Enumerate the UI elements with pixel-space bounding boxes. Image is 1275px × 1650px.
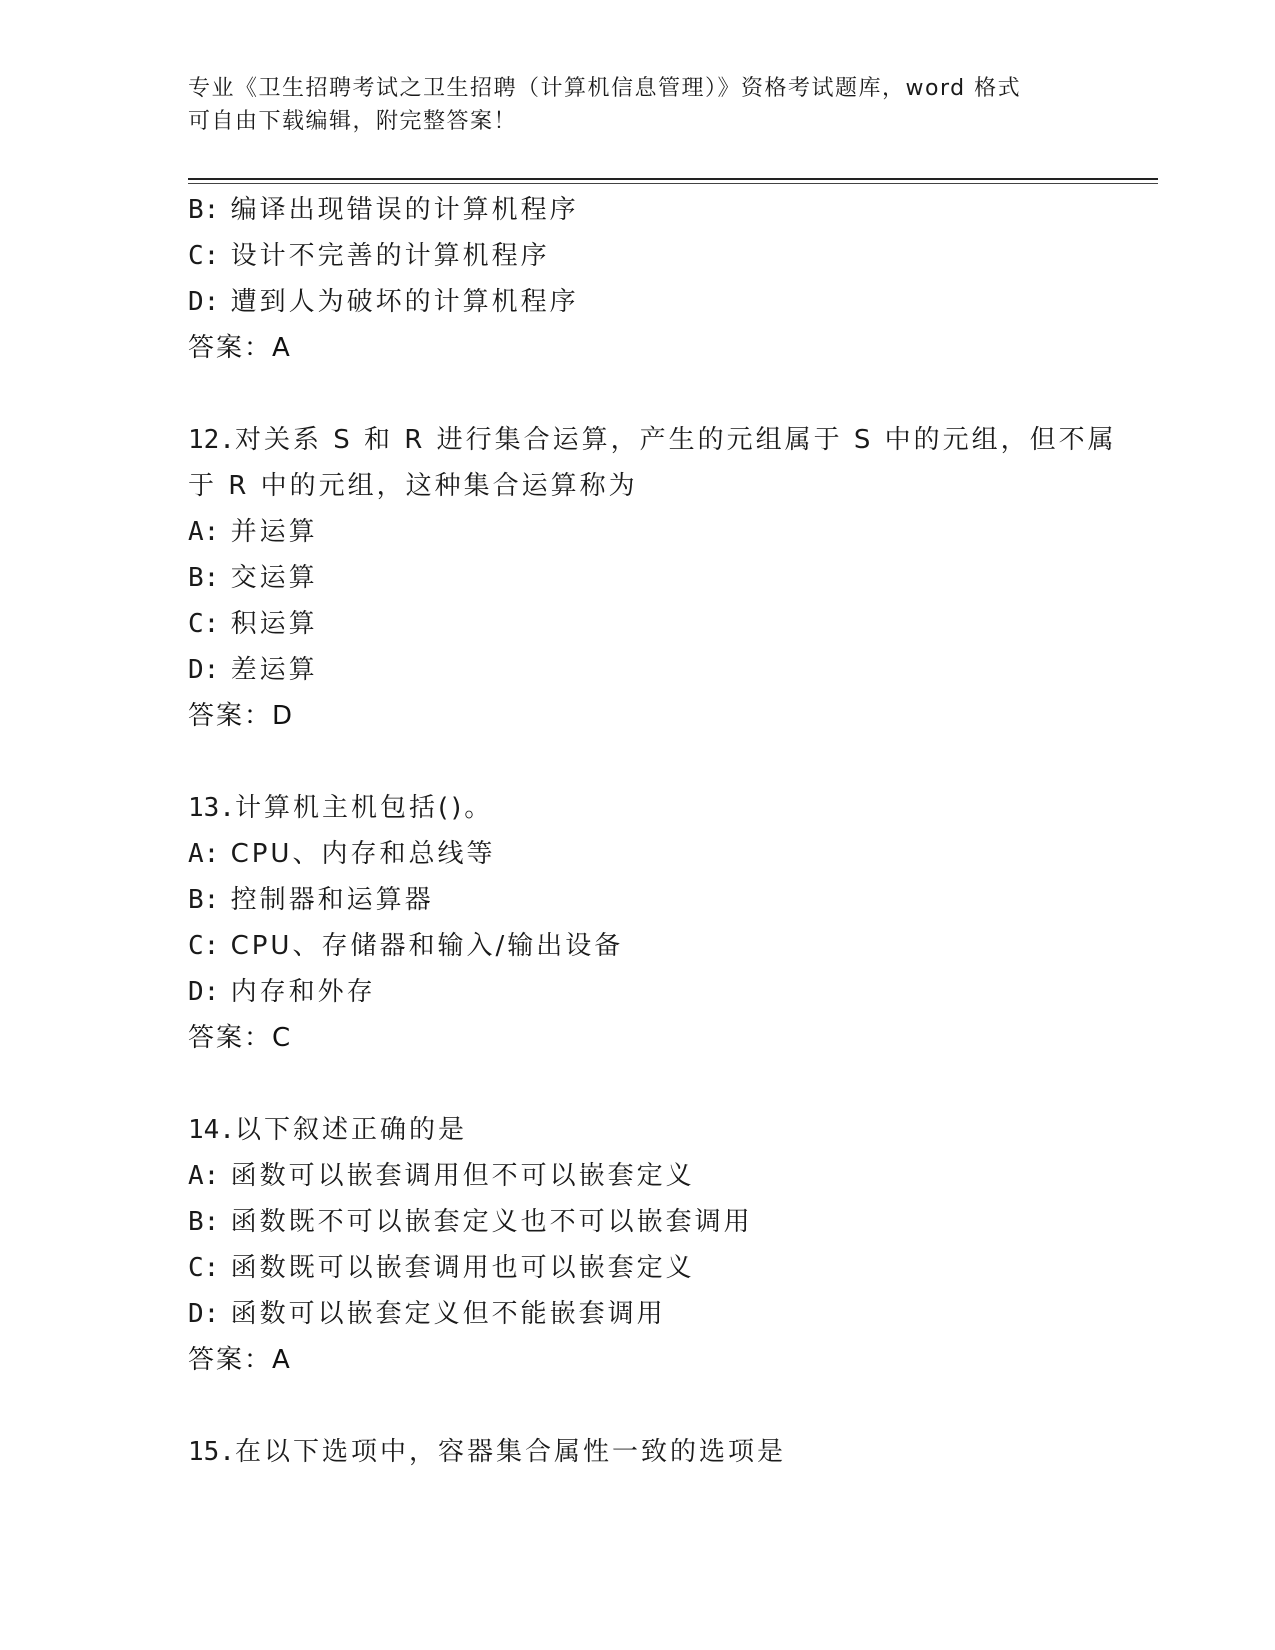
q11-option-b: B: 编译出现错误的计算机程序 [188, 195, 579, 225]
q11-option-c: C: 设计不完善的计算机程序 [188, 241, 550, 271]
q12-option-c: C: 积运算 [188, 609, 318, 639]
q13-stem: 13.计算机主机包括()。 [188, 793, 494, 823]
q13-option-b: B: 控制器和运算器 [188, 885, 434, 915]
q15-stem: 15.在以下选项中，容器集合属性一致的选项是 [188, 1437, 786, 1467]
spacer [188, 1383, 1148, 1429]
document-header [188, 72, 1088, 138]
q13-answer: 答案：C [188, 1023, 293, 1053]
header-rule-thick [188, 178, 1158, 180]
spacer [188, 739, 1148, 785]
header-line-2: 可自由下载编辑，附完整答案！ [188, 109, 518, 134]
q12-option-b: B: 交运算 [188, 563, 318, 593]
q12-option-d: D: 差运算 [188, 655, 318, 685]
q13-option-a: A: CPU、内存和总线等 [188, 839, 496, 869]
header-rule-thin [188, 183, 1158, 184]
q14-option-a: A: 函数可以嵌套调用但不可以嵌套定义 [188, 1161, 695, 1191]
q12-stem-line-2: 于 R 中的元组，这种集合运算称为 [188, 471, 638, 501]
q11-option-d: D: 遭到人为破坏的计算机程序 [188, 287, 579, 317]
q14-stem: 14.以下叙述正确的是 [188, 1115, 467, 1145]
q12-answer: 答案：D [188, 701, 295, 731]
question-content [188, 187, 1148, 1475]
q14-option-d: D: 函数可以嵌套定义但不能嵌套调用 [188, 1299, 666, 1329]
q14-option-b: B: 函数既不可以嵌套定义也不可以嵌套调用 [188, 1207, 753, 1237]
spacer [188, 1061, 1148, 1107]
q13-option-d: D: 内存和外存 [188, 977, 376, 1007]
q11-answer: 答案：A [188, 333, 292, 363]
spacer [188, 371, 1148, 417]
q13-option-c: C: CPU、存储器和输入/输出设备 [188, 931, 624, 961]
q14-answer: 答案：A [188, 1345, 292, 1375]
q12-option-a: A: 并运算 [188, 517, 318, 547]
q12-stem-line-1: 12.对关系 S 和 R 进行集合运算，产生的元组属于 S 中的元组，但不属 [188, 425, 1117, 455]
header-line-1: 专业《卫生招聘考试之卫生招聘（计算机信息管理）》资格考试题库，word 格式 [188, 76, 1022, 101]
q14-option-c: C: 函数既可以嵌套调用也可以嵌套定义 [188, 1253, 695, 1283]
